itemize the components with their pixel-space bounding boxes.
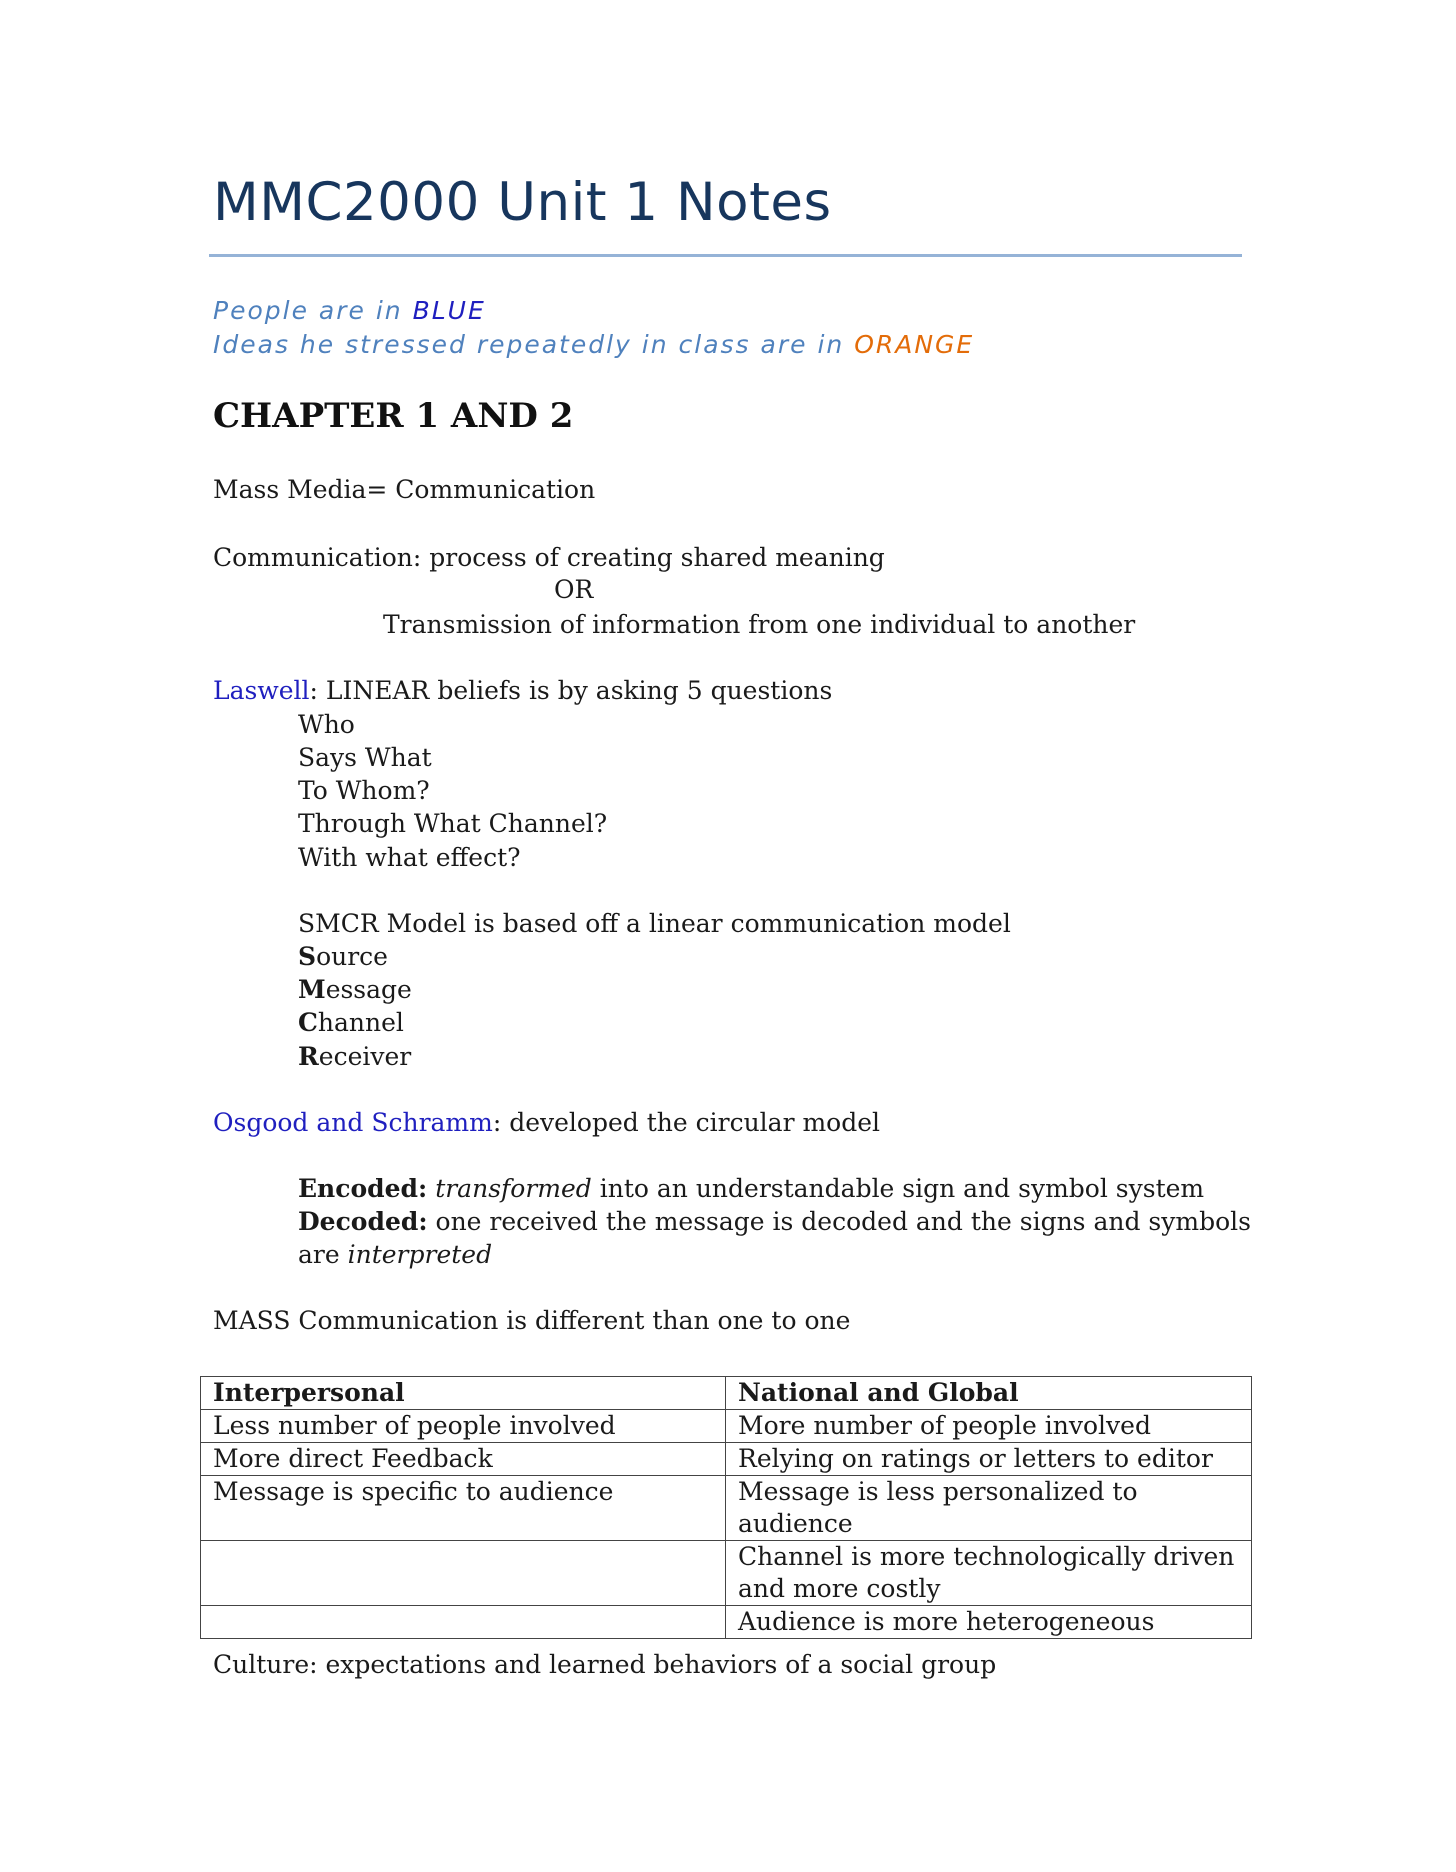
smcr-item [298,975,412,1005]
legend-people [213,296,486,325]
decoded-line-2 [298,1240,492,1270]
laswell-question: With what effect? [298,843,521,872]
title-underline [209,254,1242,257]
legend-ideas [213,330,974,359]
table-cell: Message is less personalized to audience [726,1476,1252,1541]
chapter-heading: CHAPTER 1 AND 2 [213,396,574,436]
table-row [201,1410,1252,1443]
communication-definition-1: Communication: process of creating shared meaning [213,543,885,572]
communication-or: OR [554,575,594,604]
smcr-item [298,1042,411,1072]
decoded-rest: one received the message is decoded and the signs and symbols [427,1207,1251,1236]
encoded-italic: transformed [435,1174,592,1203]
osgood-name: Osgood and Schramm [213,1108,493,1137]
encoded-label: Encoded: [298,1174,428,1203]
laswell-question: Says What [298,743,432,772]
culture-line: Culture: expectations and learned behaviors of a social group [213,1650,997,1679]
mass-communication-line: MASS Communication is different than one to one [213,1306,851,1335]
legend-ideas-prefix: Ideas he stressed repeatedly in class are in [213,330,855,359]
smcr-intro: SMCR Model is based off a linear communication model [298,909,1011,938]
smcr-initial: R [298,1042,319,1071]
comparison-table [200,1376,1252,1639]
table-row [201,1476,1252,1541]
mass-media-line: Mass Media= Communication [213,475,596,504]
laswell-text: : LINEAR beliefs is by asking 5 questions [309,676,833,705]
table-cell [201,1541,726,1606]
table-row [201,1443,1252,1476]
osgood-text: : developed the circular model [492,1108,881,1137]
smcr-item [298,942,388,972]
table-cell: Channel is more technologically driven and more costly [726,1541,1252,1606]
table-cell: Message is specific to audience [201,1476,726,1541]
smcr-rest: eceiver [318,1042,412,1071]
encoded-line [298,1174,1204,1204]
table-header-row [201,1377,1252,1410]
table-cell: More number of people involved [726,1410,1252,1443]
smcr-item [298,1008,404,1038]
decoded-line2-prefix: are [298,1240,348,1269]
table-cell: Relying on ratings or letters to editor [726,1443,1252,1476]
encoded-space [427,1174,435,1203]
encoded-rest: into an understandable sign and symbol system [591,1174,1205,1203]
smcr-initial: C [298,1008,318,1037]
osgood-line [213,1108,880,1138]
smcr-initial: M [298,975,326,1004]
table-cell: Audience is more heterogeneous [726,1606,1252,1639]
smcr-rest: ource [316,942,388,971]
legend-orange-word: ORANGE [854,330,975,359]
document-title: MMC2000 Unit 1 Notes [213,172,832,233]
table-cell: Less number of people involved [201,1410,726,1443]
laswell-question: Through What Channel? [298,809,608,838]
laswell-name: Laswell [213,676,310,705]
decoded-line [298,1207,1251,1237]
laswell-question: Who [298,710,355,739]
table-cell: More direct Feedback [201,1443,726,1476]
smcr-initial: S [298,942,317,971]
decoded-italic: interpreted [347,1240,493,1269]
table-header-interpersonal: Interpersonal [201,1377,726,1410]
decoded-label: Decoded: [298,1207,428,1236]
legend-people-prefix: People are in [213,296,413,325]
table-cell [201,1606,726,1639]
table-header-national-global: National and Global [726,1377,1252,1410]
communication-definition-2: Transmission of information from one individual to another [383,610,1136,639]
table-row [201,1606,1252,1639]
legend-blue-word: BLUE [412,296,486,325]
smcr-rest: essage [325,975,412,1004]
table-row [201,1541,1252,1606]
laswell-line [213,676,832,706]
smcr-rest: hannel [317,1008,404,1037]
laswell-question: To Whom? [298,776,430,805]
